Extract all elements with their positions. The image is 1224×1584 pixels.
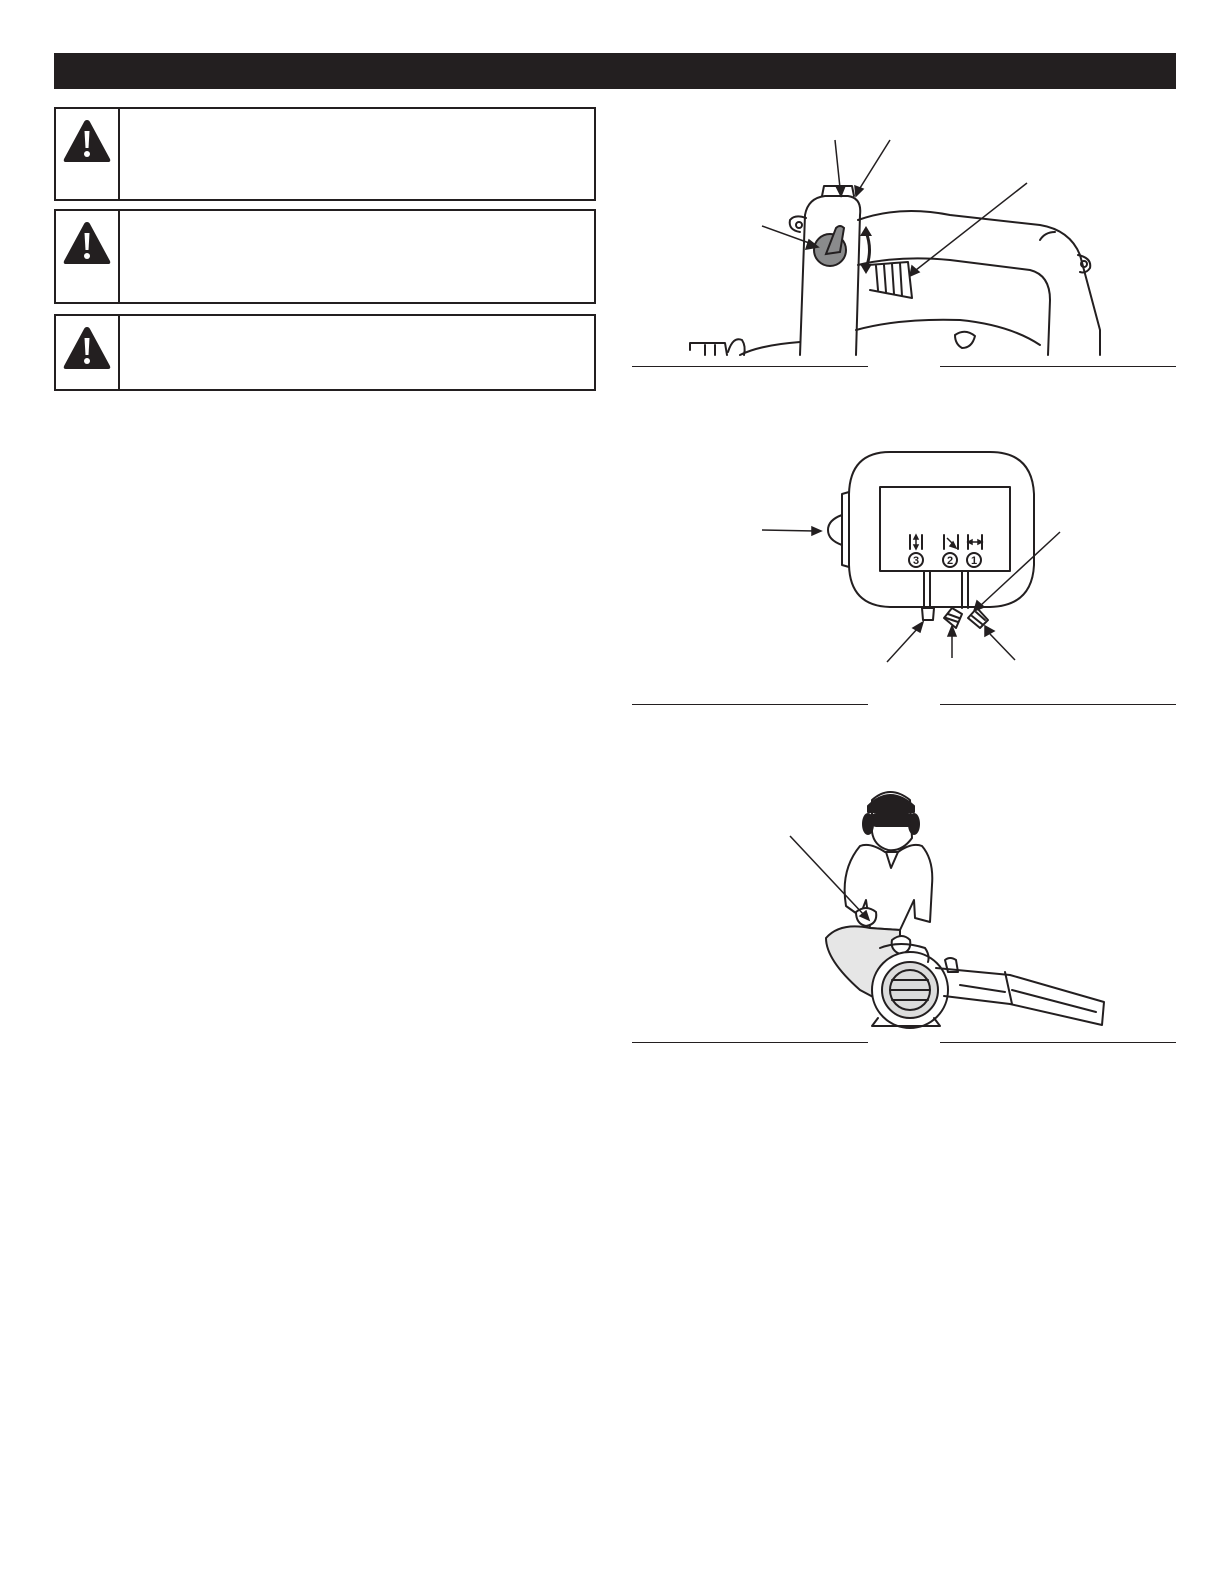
warning-box bbox=[54, 209, 596, 304]
warning-icon-cell bbox=[56, 211, 120, 302]
figure-caption-rule bbox=[940, 366, 1176, 367]
throttle-handle-figure bbox=[620, 130, 1190, 360]
setting-number-2: 2 bbox=[946, 555, 954, 567]
figure-caption-rule bbox=[632, 704, 868, 705]
setting-number-1: 1 bbox=[970, 555, 978, 567]
warning-box bbox=[54, 314, 596, 391]
air-filter-cover-illustration bbox=[620, 440, 1190, 670]
figure-caption-rule bbox=[940, 704, 1176, 705]
figure-caption-rule bbox=[940, 1042, 1176, 1043]
setting-number-3: 3 bbox=[912, 555, 920, 567]
starting-position-figure bbox=[620, 780, 1190, 1035]
warning-triangle-icon bbox=[62, 117, 112, 165]
warning-triangle-icon bbox=[62, 219, 112, 267]
section-header-bar bbox=[54, 53, 1176, 89]
warning-triangle-icon bbox=[62, 324, 112, 372]
warning-icon-cell bbox=[56, 316, 120, 389]
starting-position-illustration bbox=[620, 780, 1190, 1035]
warning-box bbox=[54, 107, 596, 201]
figure-caption-rule bbox=[632, 1042, 868, 1043]
figure-caption-rule bbox=[632, 366, 868, 367]
throttle-handle-illustration bbox=[620, 130, 1190, 360]
air-filter-cover-figure bbox=[620, 440, 1190, 670]
warning-icon-cell bbox=[56, 109, 120, 199]
